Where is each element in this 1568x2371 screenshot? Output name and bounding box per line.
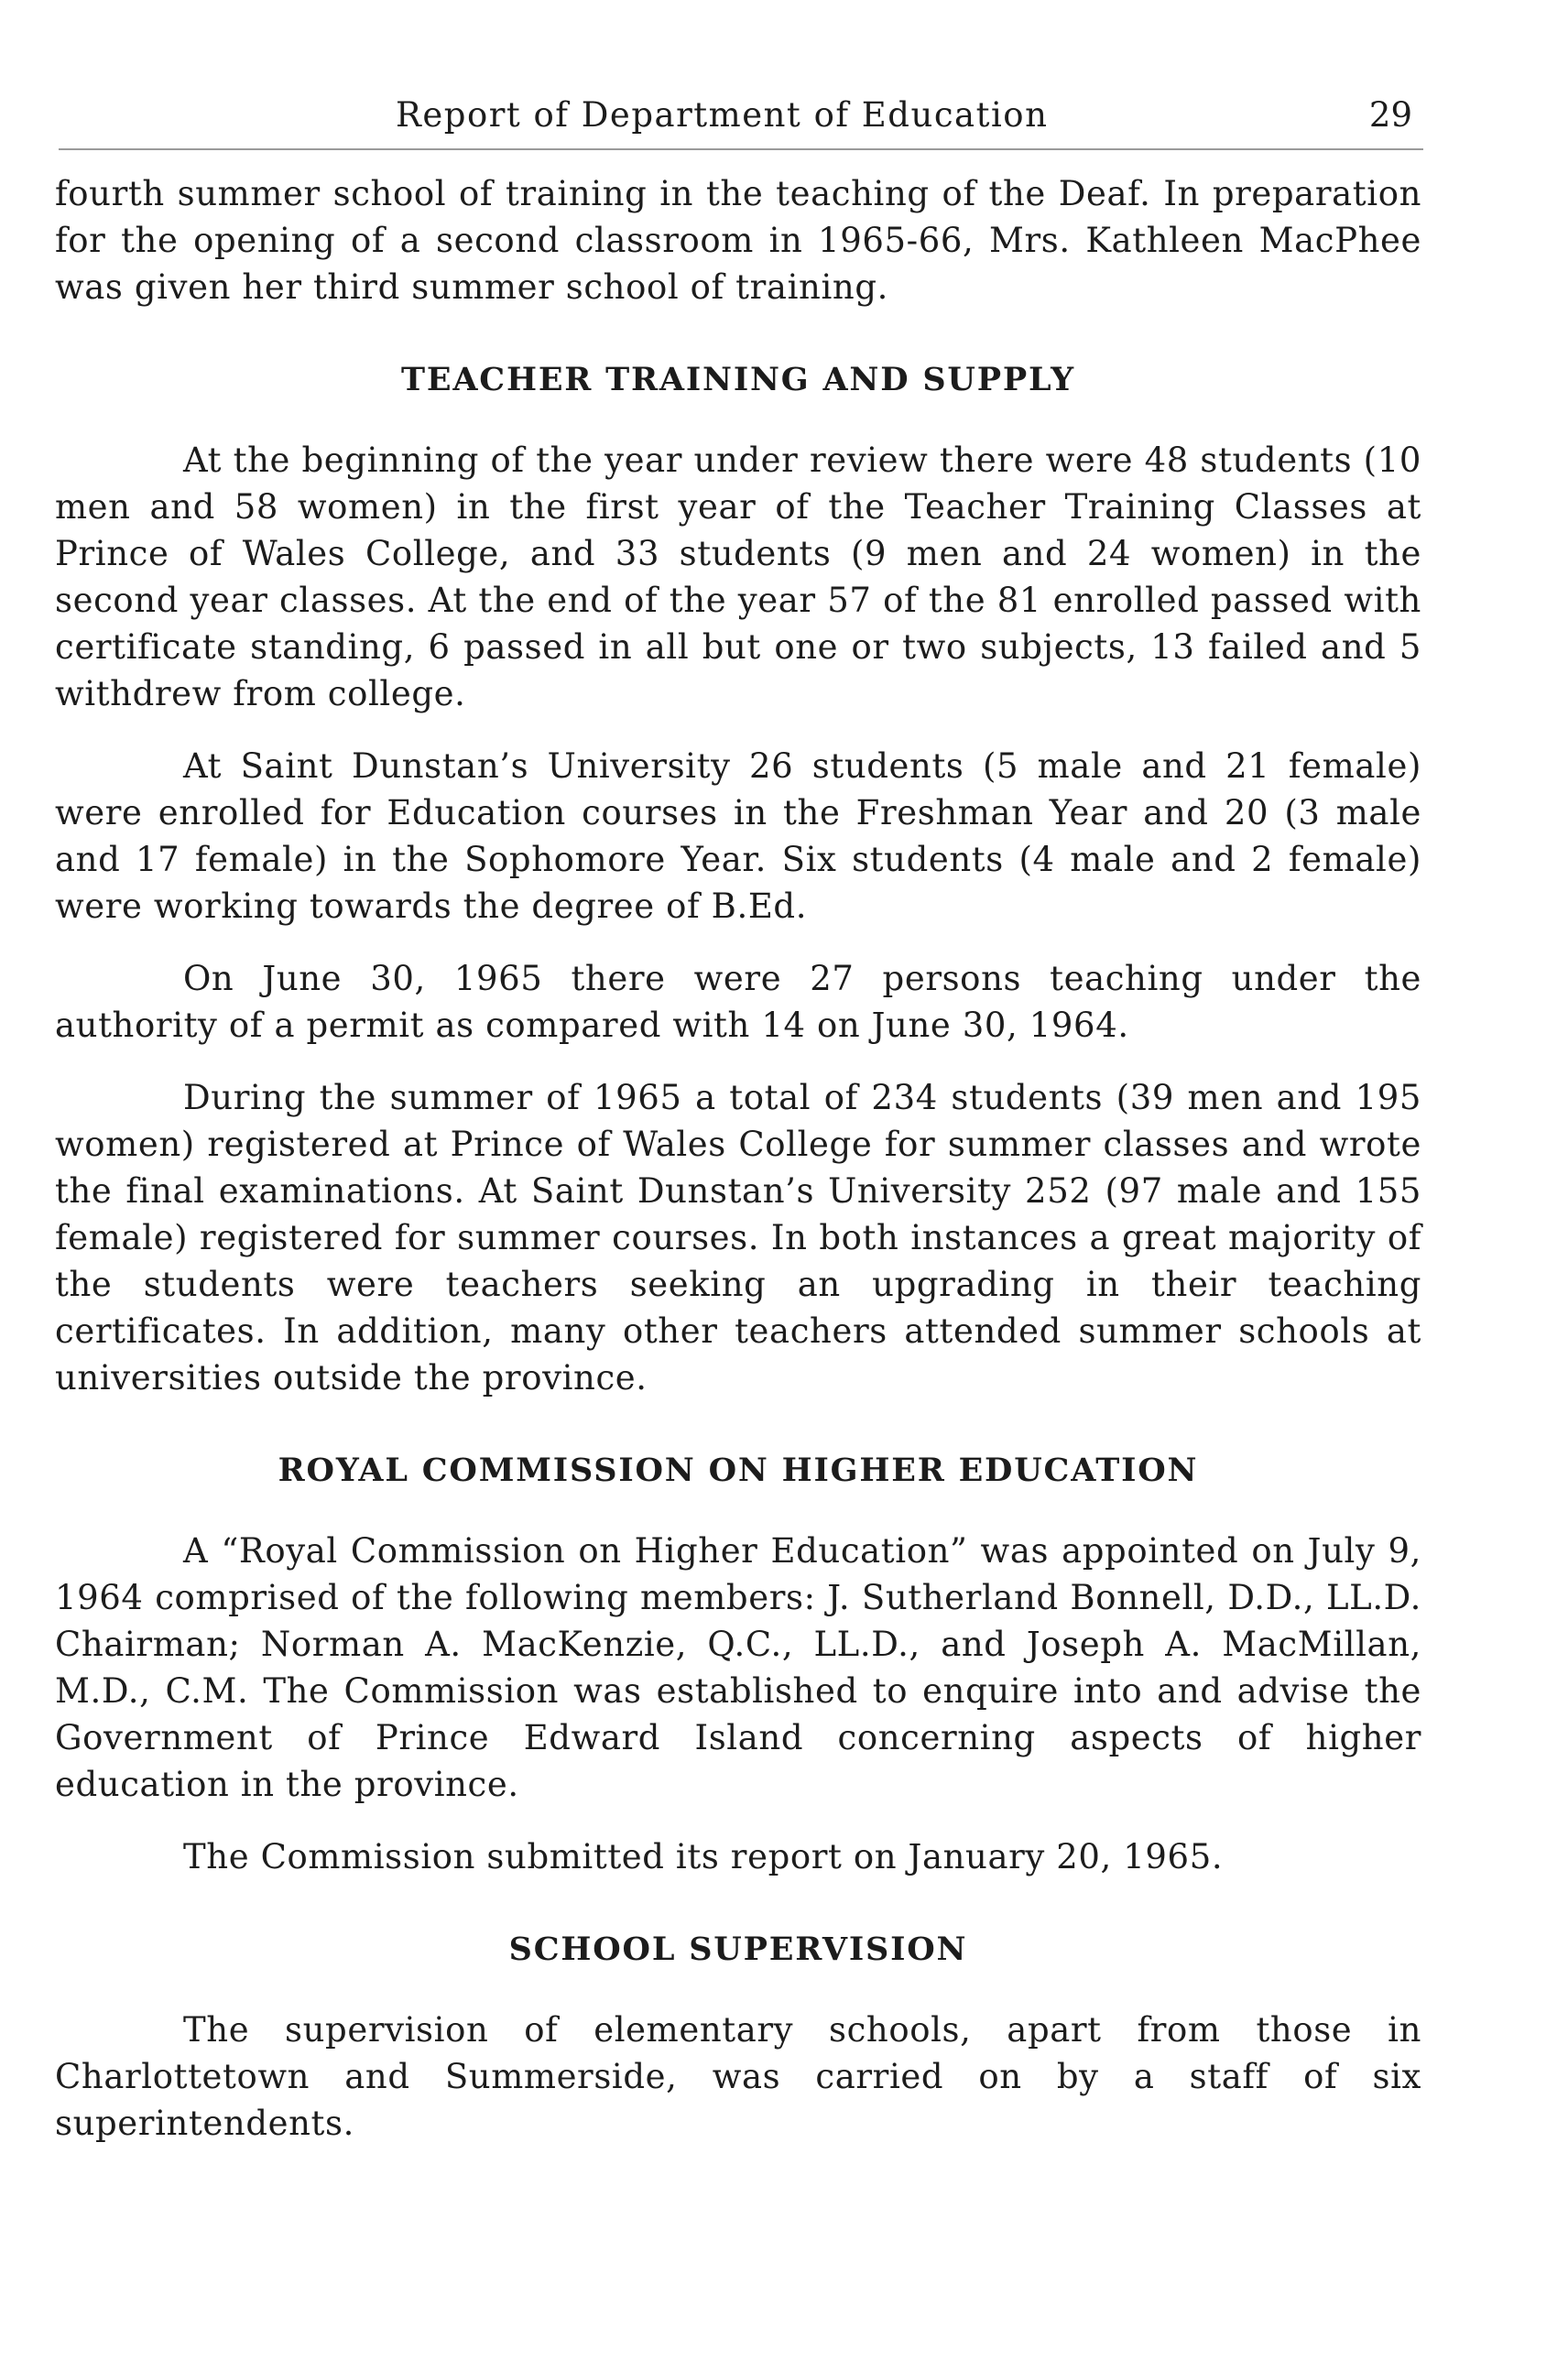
spacer: [55, 403, 1421, 437]
spacer: [55, 1808, 1421, 1833]
teacher-training-paragraph-3: On June 30, 1965 there were 27 persons teaching under the authority of a permit as compared with 14 on June 30, 1964.: [55, 959, 1421, 1045]
page-number: 29: [1368, 95, 1412, 135]
header-rule: [59, 148, 1423, 150]
royal-commission-paragraph-1: A “Royal Commission on Higher Education” was appointed on July 9, 1964 comprised of the following members: J. Sutherland Bonnell, D.D., LL.D. Chairman; Norman A. MacKenzie, Q.C., LL.D., and Joseph A. MacMillan, M.D., C.M. The Commission was established to enquire into and advise the Government of Prince Edward Island concerning aspects of higher education in the province.: [55, 1531, 1421, 1804]
spacer: [55, 1049, 1421, 1074]
teacher-training-paragraph-1: At the beginning of the year under review there were 48 students (10 men and 58 women) in the first year of the Teacher Training Classes at Prince of Wales College, and 33 students (9 men and 24 women) in the second year classes. At the end of the year 57 of the 81 enrolled passed with certificate standing, 6 passed in all but one or two subjects, 13 failed and 5 withdrew from college.: [55, 440, 1421, 713]
spacer: [55, 717, 1421, 743]
spacer: [55, 310, 1421, 356]
teacher-training-paragraph-4: During the summer of 1965 a total of 234 students (39 men and 195 women) registered at Prince of Wales College for summer classes and wrote the final examinations. At Saint Dunstan’s University 252 (97 male and 155 female) registered for summer courses. In both instances a great majority of the students were teachers seeking an upgrading in their teaching certificates. In addition, many other teachers attended summer schools at universities outside the province.: [55, 1078, 1421, 1398]
section-heading-royal-commission: ROYAL COMMISSION ON HIGHER EDUCATION: [278, 1452, 1199, 1489]
spacer: [55, 1401, 1421, 1447]
teacher-training-paragraph-2: At Saint Dunstan’s University 26 students (5 male and 21 female) were enrolled for Education courses in the Freshman Year and 20 (3 male and 17 female) in the Sophomore Year. Six students (4 male and 2 female) were working towards the degree of B.Ed.: [55, 746, 1421, 926]
school-supervision-paragraph-1: The supervision of elementary schools, apart from those in Charlottetown and Summerside, was carried on by a staff of six superintendents.: [55, 2010, 1421, 2143]
spacer: [55, 1880, 1421, 1926]
running-header: [59, 88, 1423, 143]
section-heading-school-supervision: SCHOOL SUPERVISION: [508, 1931, 968, 1968]
section-heading-teacher-training: TEACHER TRAINING AND SUPPLY: [401, 361, 1075, 398]
continued-paragraph: fourth summer school of training in the teaching of the Deaf. In preparation for the opening of a second classroom in 1965-66, Mrs. Kathleen MacPhee was given her third summer school of training.: [55, 174, 1421, 307]
spacer: [55, 930, 1421, 955]
spacer: [55, 1973, 1421, 2007]
spacer: [55, 1494, 1421, 1528]
royal-commission-paragraph-2: The Commission submitted its report on January 20, 1965.: [183, 1837, 1224, 1876]
running-header-title: Report of Department of Education: [396, 95, 1049, 135]
page-body: [55, 170, 1421, 2147]
